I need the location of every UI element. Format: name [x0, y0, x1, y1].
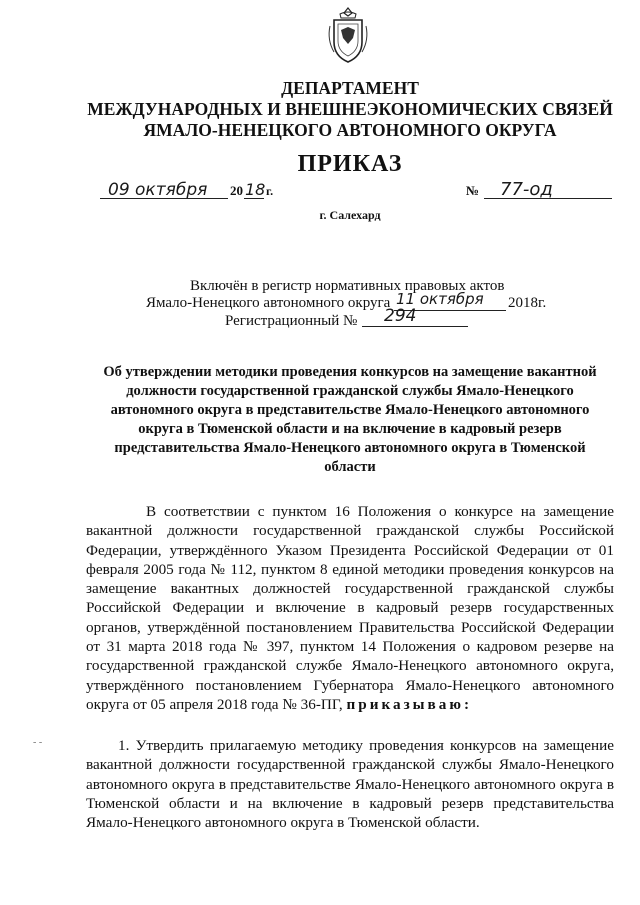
preamble-paragraph — [86, 502, 614, 714]
department-name-line2: МЕЖДУНАРОДНЫХ И ВНЕШНЕЭКОНОМИЧЕСКИХ СВЯЗЕЙ — [87, 99, 613, 119]
registry-line1: Включён в регистр нормативных правовых актов — [190, 278, 505, 294]
number-underline — [484, 198, 612, 199]
year-prefix: 20 — [230, 183, 243, 198]
registry-year: 2018г. — [508, 295, 547, 311]
order-number-handwritten: 77-од — [500, 179, 553, 200]
registry-line2-prefix: Ямало-Ненецкого автономного округа — [146, 295, 391, 311]
city-name: г. Салехард — [319, 208, 381, 222]
registry-number-label: Регистрационный № — [225, 313, 358, 329]
year-underline — [244, 198, 264, 199]
registry-number-handwritten: 294 — [384, 306, 417, 326]
preamble-text: В соответствии с пунктом 16 Положения о конкурсе на замещение вакантной должности государственной гражданской службы Российской Федерации, утверждённого Указом Президента Российской Федерации от 01 февраля 2005 года № 112, пунктом 8 единой методики проведения конкурсов на замещение вакантных должностей государственной гражданской службы Российской Федерации и включение в кадровый резерв государственных органов, утверждённой постановлением Правительства Российской Федерации от 31 марта 2018 года № 397, пунктом 14 Положения о кадровом резерве на государственной гражданской службе Ямало-Ненецкого автономного округа, утверждённого постановлением Губернатора Ямало-Ненецкого автономного округа от 05 апреля 2018 года № 36-ПГ, — [86, 503, 614, 713]
date-underline — [100, 198, 228, 199]
coat-of-arms-emblem — [326, 6, 370, 66]
registry-number-underline — [362, 326, 468, 327]
year-unit: г. — [266, 184, 274, 198]
margin-mark: - - — [33, 737, 43, 748]
order-subject-title: Об утверждении методики проведения конкурсов на замещение вакантной должности государственной гражданской службы Ямало-Ненецкого автономного округа в представительстве Ямало-Ненецкого автономного округа в Тюменской области и на включение в кадровый резерв представительства Ямало-Ненецкого автономного округа в Тюменской области — [103, 364, 597, 475]
year-suffix-handwritten: 18 — [245, 180, 266, 199]
department-name-line3: ЯМАЛО-НЕНЕЦКОГО АВТОНОМНОГО ОКРУГА — [143, 120, 557, 140]
department-name-line1: ДЕПАРТАМЕНТ — [281, 78, 419, 98]
registry-date-handwritten: 11 октября — [396, 290, 484, 308]
order-date-handwritten: 09 октября — [108, 180, 208, 200]
order-item-1: 1. Утвердить прилагаемую методику проведения конкурсов на замещение вакантной должности государственной гражданской службы Ямало-Ненецкого автономного округа в представительстве Ямало-Ненецкого автономного округа в Тюменской области и на включение в кадровый резерв представительства Ямало-Ненецкого автономного округа в Тюменской области. — [86, 737, 614, 832]
number-sign: № — [466, 183, 480, 198]
document-type-title: ПРИКАЗ — [297, 151, 403, 177]
command-word: приказываю: — [346, 695, 472, 713]
